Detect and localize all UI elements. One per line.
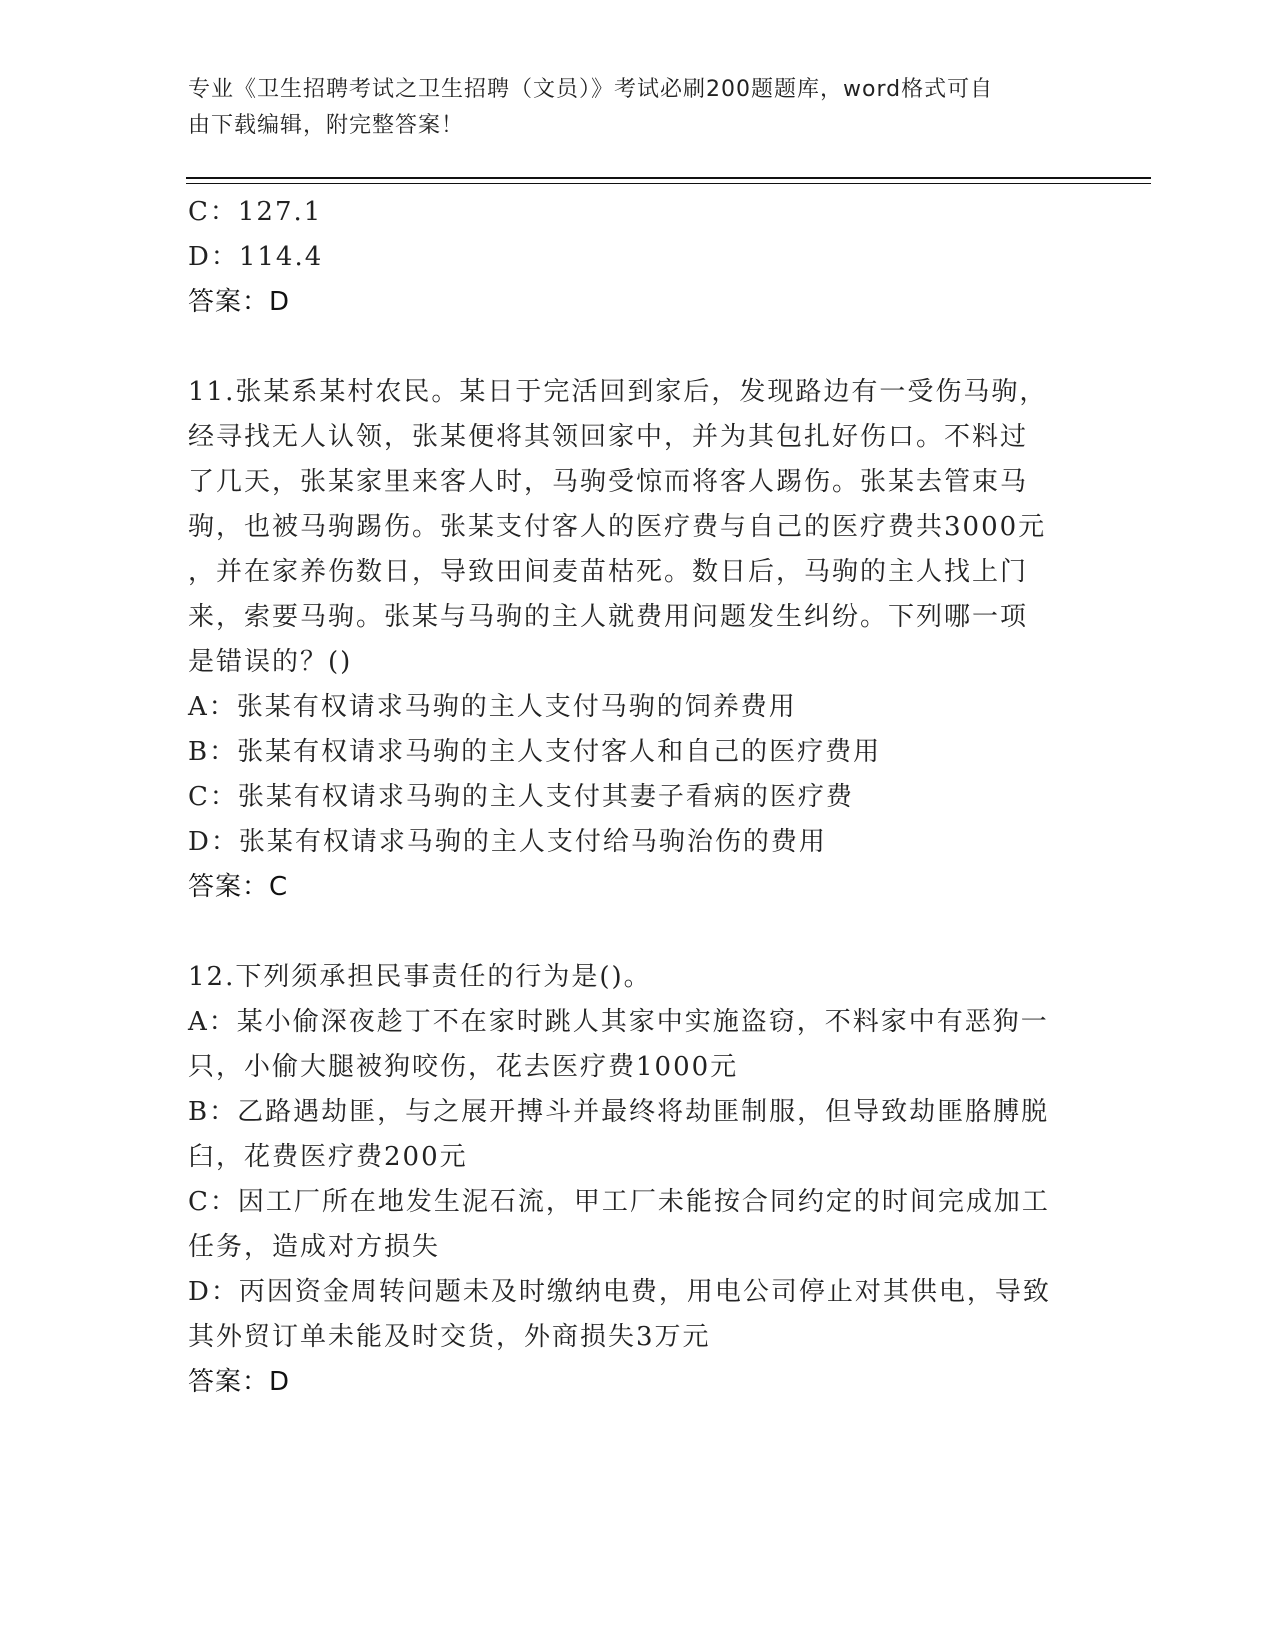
- header-rule-thin: [186, 183, 1151, 184]
- header-line-1: 专业《卫生招聘考试之卫生招聘（文员）》考试必刷200题题库，word格式可自: [188, 77, 994, 102]
- page-header: [188, 72, 1068, 144]
- option-c: C：因工厂所在地发生泥石流，甲工厂未能按合同约定的时间完成加工: [188, 1187, 1050, 1217]
- option-d: D：丙因资金周转问题未及时缴纳电费，用电公司停止对其供电，导致: [188, 1277, 1051, 1307]
- question-stem-line: 驹，也被马驹踢伤。张某支付客人的医疗费与自己的医疗费共3000元: [188, 512, 1047, 542]
- option-a: A：张某有权请求马驹的主人支付马驹的饲养费用: [188, 692, 797, 722]
- answer-line: 答案：D: [188, 1367, 291, 1397]
- question-stem-line: 是错误的？(): [188, 647, 353, 677]
- option-b: B：乙路遇劫匪，与之展开搏斗并最终将劫匪制服，但导致劫匪胳膊脱: [188, 1097, 1050, 1127]
- question-12: [188, 955, 1088, 1405]
- answer-line: 答案：C: [188, 872, 289, 902]
- page-content: [188, 190, 1088, 1405]
- option-c: C：张某有权请求马驹的主人支付其妻子看病的医疗费: [188, 782, 854, 812]
- question-stem-line: 了几天，张某家里来客人时，马驹受惊而将客人踢伤。张某去管束马: [188, 467, 1029, 497]
- option-d: D：114.4: [188, 242, 324, 272]
- question-stem-line: 来，索要马驹。张某与马驹的主人就费用问题发生纠纷。下列哪一项: [188, 602, 1029, 632]
- question-stem-line: ，并在家养伤数日，导致田间麦苗枯死。数日后，马驹的主人找上门: [188, 557, 1029, 587]
- option-c-cont: 任务，造成对方损失: [188, 1232, 441, 1262]
- question-stem: 12.下列须承担民事责任的行为是()。: [188, 962, 652, 992]
- option-b-cont: 臼，花费医疗费200元: [188, 1142, 468, 1172]
- question-11: [188, 370, 1088, 910]
- answer-line: 答案：D: [188, 287, 291, 317]
- option-a-cont: 只，小偷大腿被狗咬伤，花去医疗费1000元: [188, 1052, 739, 1082]
- option-d-cont: 其外贸订单未能及时交货，外商损失3万元: [188, 1322, 711, 1352]
- option-c: C：127.1: [188, 197, 323, 227]
- option-d: D：张某有权请求马驹的主人支付给马驹治伤的费用: [188, 827, 827, 857]
- option-a: A：某小偷深夜趁丁不在家时跳人其家中实施盗窃，不料家中有恶狗一: [188, 1007, 1049, 1037]
- header-line-2: 由下载编辑，附完整答案！: [188, 113, 465, 138]
- previous-question-tail: [188, 190, 1088, 325]
- question-stem-line: 11.张某系某村农民。某日于完活回到家后，发现路边有一受伤马驹，: [188, 377, 1048, 407]
- option-b: B：张某有权请求马驹的主人支付客人和自己的医疗费用: [188, 737, 882, 767]
- header-rule-thick: [186, 177, 1151, 179]
- question-stem-line: 经寻找无人认领，张某便将其领回家中，并为其包扎好伤口。不料过: [188, 422, 1029, 452]
